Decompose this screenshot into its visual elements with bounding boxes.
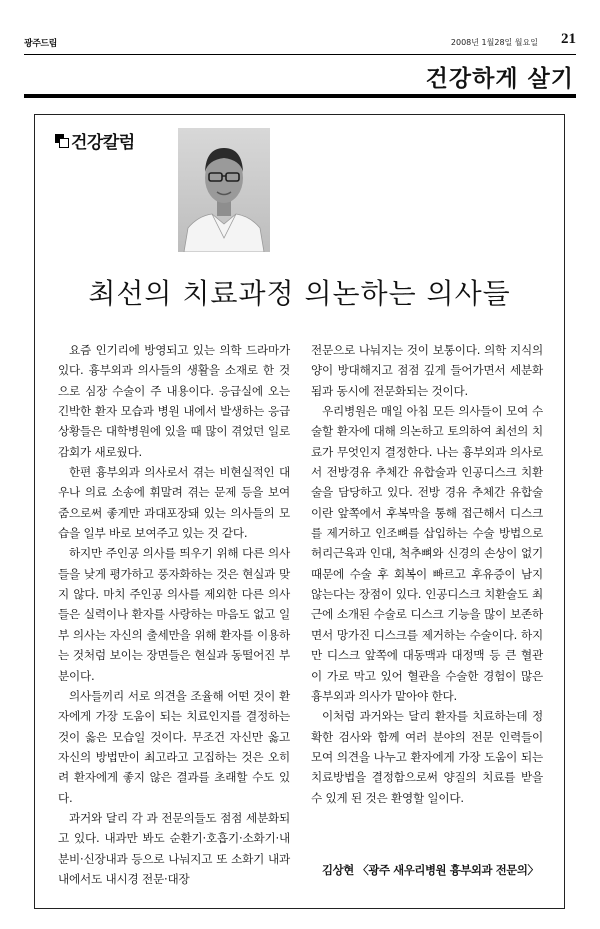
- body-paragraph: 과거와 달리 각 과 전문의들도 점점 세분화되고 있다. 내과만 봐도 순환기·호흡기·소화기·내분비·신장내과 등으로 나눠지고 또 소화기 내과 내에서도 내시경 전문·대장: [58, 810, 290, 886]
- publication-name: 광주드림: [24, 39, 57, 49]
- author-portrait: [178, 128, 270, 252]
- page-number: 21: [561, 31, 576, 47]
- body-column-right: [311, 340, 543, 808]
- body-paragraph: 하지만 주인공 의사를 띄우기 위해 다른 의사들을 낮게 평가하고 풍자화하는 것은 현실과 맞지 않다. 마치 주인공 의사를 제외한 다른 의사들은 실력이나 환자를 사랑하는 마음도 없고 일부 의사는 자신의 출세만을 위해 환자를 이용하는 것처럼 보이는 장면들은 현실과 동떨어진 부분이다.: [58, 546, 290, 683]
- body-paragraph: 우리병원은 매일 아침 모든 의사들이 모여 수술할 환자에 대해 의논하고 토의하여 최선의 치료가 무엇인지 결정한다. 나는 흉부외과 의사로서 전방경유 추체간 유합술과 인공디스크 치환술을 담당하고 있다. 전방 경유 추체간 유합술이란 앞쪽에서 후복막을 통해 접근해서 디스크를 제거하고 인조뼈를 삽입하는 수술 방법으로 허리근육과 인대, 척추뼈와 신경의 손상이 없기 때문에 수술 후 회복이 빠르고 후유증이 남지 않는다는 장점이 있다. 인공디스크 치환술도 최근에 소개된 수술로 디스크 기능을 많이 보존하면서 망가진 디스크를 제거하는 수술이다. 하지만 디스크 앞쪽에 대동맥과 대정맥 등 큰 혈관이 가로 막고 있어 혈관을 수술한 경험이 많은 흉부외과 의사가 맡아야 한다.: [311, 404, 543, 703]
- column-tag-label: 건강칼럼: [71, 133, 135, 153]
- square-bullet-icon: [55, 134, 68, 147]
- author-byline: 김상현 〈광주 새우리병원 흉부외과 전문의〉: [322, 863, 539, 877]
- body-paragraph: 요즘 인기리에 방영되고 있는 의학 드라마가 있다. 흉부외과 의사들의 생활을 소재로 한 것으로 심장 수술이 주 내용이다. 응급실에 오는 긴박한 환자 모습과 병원 내에서 발생하는 응급 상황들은 대학병원에 있을 때 많이 겪었던 일로 감회가 새로웠다.: [58, 343, 290, 459]
- body-paragraph: 의사들끼리 서로 의견을 조율해 어떤 것이 환자에게 가장 도움이 되는 치료인지를 결정하는 것이 옳은 모습일 것이다. 무조건 자신만 옳고 자신의 방법만이 최고라고 고집하는 것은 오히려 환자에게 좋지 않은 결과를 초래할 수도 있다.: [58, 688, 290, 805]
- body-paragraph: 이처럼 과거와는 달리 환자를 치료하는데 정확한 검사와 함께 여러 분야의 전문 인력들이 모여 의견을 나누고 환자에게 가장 도움이 되는 치료방법을 결정함으로써 양질의 치료를 받을 수 있게 된 것은 환영할 일이다.: [311, 709, 543, 805]
- column-tag: [55, 128, 135, 153]
- body-column-left: [58, 340, 290, 889]
- page-header: [24, 31, 576, 52]
- article-headline: 최선의 치료과정 의논하는 의사들: [88, 277, 511, 310]
- doctor-portrait-icon: [178, 128, 270, 252]
- body-paragraph-continued: 전문으로 나눠지는 것이 보통이다. 의학 지식의 양이 방대해지고 점점 깊게 들어가면서 세분화됨과 동시에 전문화되는 것이다.: [311, 343, 543, 398]
- body-paragraph: 한편 흉부외과 의사로서 겪는 비현실적인 대우나 의료 소송에 휘말려 겪는 문제 등을 보여줌으로써 좋게만 과대포장돼 있는 의사들의 모습을 일부 바로 보여주고 있는 것 같다.: [58, 465, 290, 541]
- section-rule: [24, 94, 576, 98]
- publication-date: 2008년 1월28일 월요일: [450, 38, 538, 47]
- section-title: 건강하게 살기: [425, 66, 574, 92]
- header-rule: [24, 54, 576, 55]
